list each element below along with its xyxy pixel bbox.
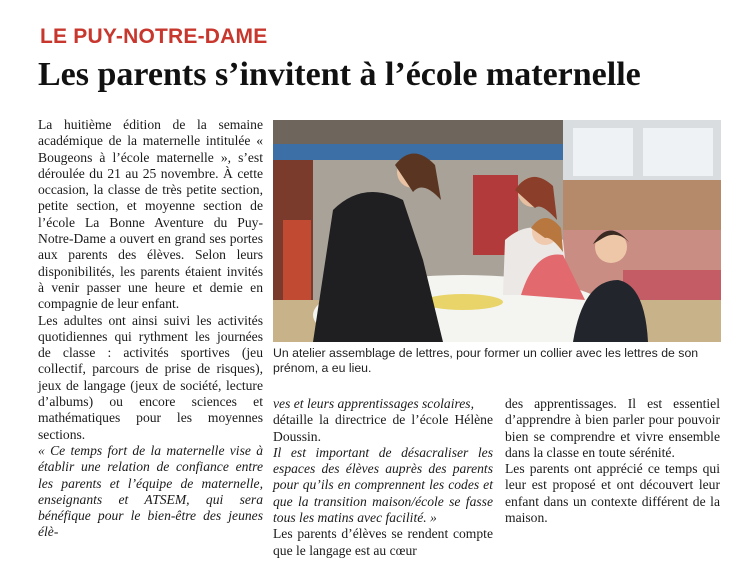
paragraph: des apprentissages. Il est essentiel d’apprendre à bien parler pour pouvoir bien se comprendre et vivre ensemble dans la classe en toute sérénité. [505, 396, 720, 460]
paragraph: Les parents ont apprécié ce temps qui leur est proposé et ont découvert leur enfant dans un contexte différent de la maison. [505, 461, 720, 526]
column-3 [505, 396, 720, 526]
quote-continuation: ves et leurs apprentissages scolaires, [273, 396, 474, 411]
quote-paragraph: « Ce temps fort de la maternelle vise à établir une relation de confiance entre les parents et l’équipe de maternelle, enseignants et ATSEM, qui sera bénéfique pour le bien-être des jeunes élè- [38, 442, 263, 540]
article-headline: Les parents s’invitent à l’école maternelle [38, 56, 641, 93]
classroom-photo-illustration [273, 120, 721, 342]
section-kicker: LE PUY-NOTRE-DAME [40, 25, 268, 48]
column-2 [273, 396, 493, 559]
paragraph: Les adultes ont ainsi suivi les activités quotidiennes qui rythment les journées de classe : activités sportives (jeu collectif, parcours de prise de risques), jeux de langage (jeux de société, lecture d’albums) ou encore sciences et mathématiques pour les moyennes sections. [38, 312, 263, 442]
paragraph: La huitième édition de la semaine académique de la maternelle intitulée « Bougeons à l’école maternelle », s’est déroulée du 21 au 25 novembre. À cette occasion, la classe de très petite section, petite section, et moyenne section de l’école La Bonne Aventure du Puy-Notre-Dame a ouvert en grand ses portes aux parents des élèves. Selon leurs disponibilités, les parents étaient invités à venir passer une heure et demie en compagnie de leur enfant. [38, 117, 263, 312]
paragraph: Les parents d’élèves se rendent compte que le langage est au cœur [273, 526, 493, 558]
attribution: détaille la directrice de l’école Hélène Doussin. [273, 412, 493, 444]
quote-paragraph: Il est important de désacraliser les espaces des élèves auprès des parents pour qu’ils en comprennent les codes et que la transition maison/école se fasse tous les matins avec facilité. » [273, 444, 493, 526]
article-photo [273, 120, 721, 342]
photo-caption: Un atelier assemblage de lettres, pour former un collier avec les lettres de son prénom, a eu lieu. [273, 346, 699, 375]
column-1 [38, 117, 263, 541]
